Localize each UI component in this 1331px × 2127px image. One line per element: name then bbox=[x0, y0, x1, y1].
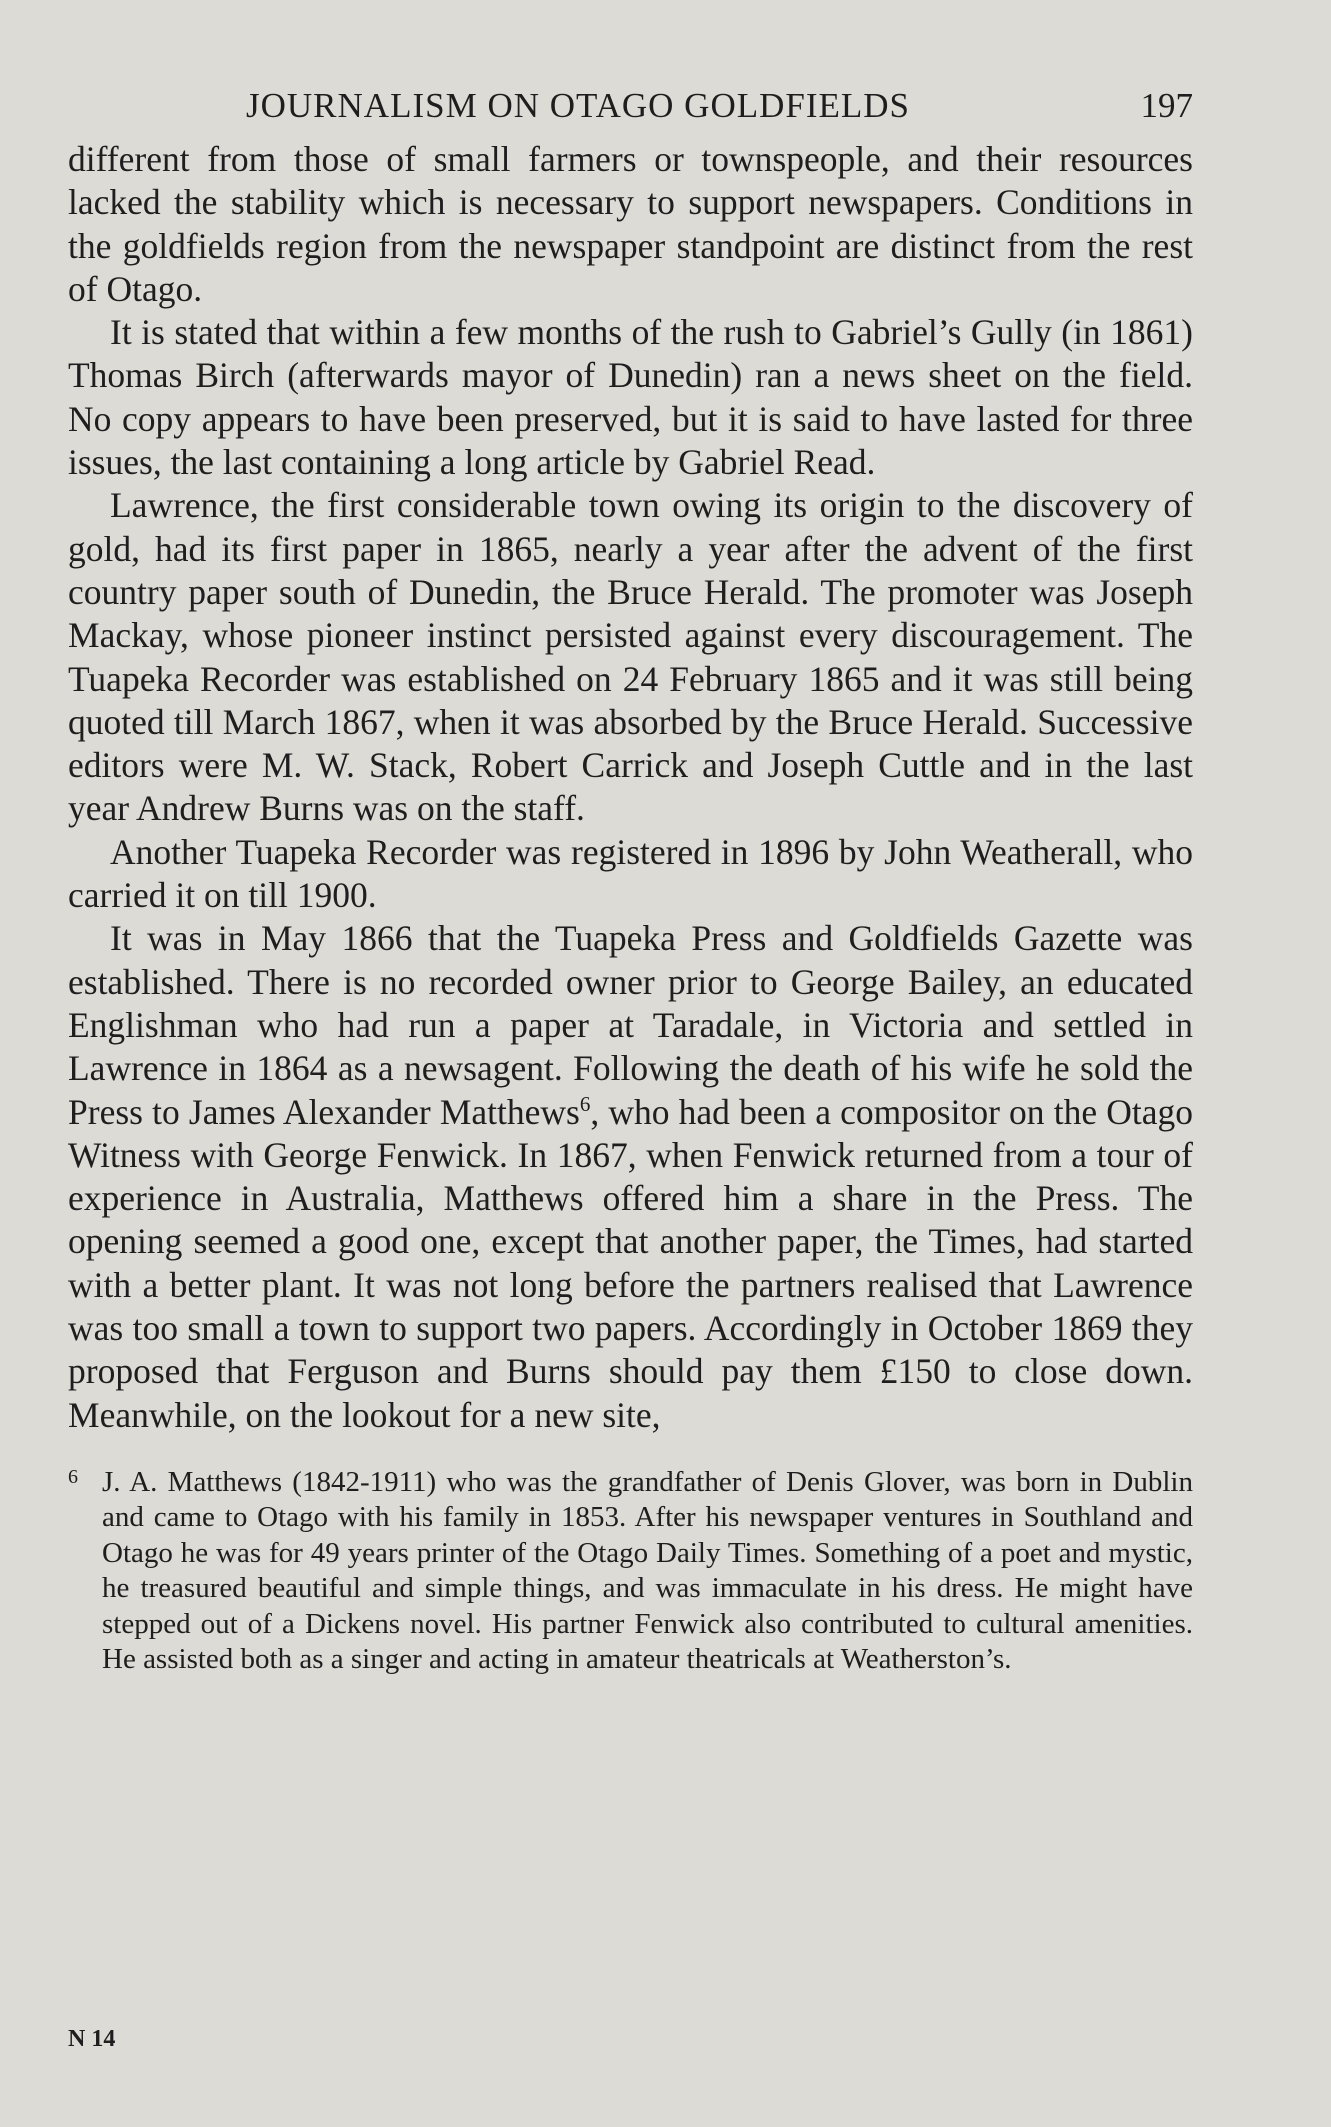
paragraph: It is stated that within a few months of the rush to Gabriel’s Gully (in 1861) Thomas Birch (afterwards mayor of Dunedin) ran a news sheet on the field. No copy appears to have been preserved, but it is said to have lasted for three issues, the last containing a long article by Gabriel Read. bbox=[68, 312, 1193, 483]
paragraph: Another Tuapeka Recorder was registered in 1896 by John Weatherall, who carried it on till 1900. bbox=[68, 831, 1193, 916]
running-head bbox=[68, 82, 1193, 138]
book-page bbox=[68, 82, 1193, 1678]
paragraph-text: It was in May 1866 that the Tuapeka Press and Goldfields Gazette was established. There is no recorded owner prior to George Bailey, an educated Englishman who had run a paper at Taradale, in Victoria and settled in Lawrence in 1864 as a newsagent. Following the death of his wife he sold the Press to James Alexander Matthews bbox=[68, 918, 1193, 1132]
chapter-title: JOURNALISM ON OTAGO GOLDFIELDS bbox=[246, 86, 910, 125]
paragraph: Lawrence, the first considerable town owing its origin to the discovery of gold, had its first paper in 1865, nearly a year after the advent of the first country paper south of Dunedin, the Bruce Herald. The promoter was Joseph Mackay, whose pioneer instinct persisted against every discouragement. The Tuapeka Recorder was established on 24 February 1865 and it was still being quoted till March 1867, when it was absorbed by the Bruce Herald. Successive editors were M. W. Stack, Robert Carrick and Joseph Cuttle and in the last year Andrew Burns was on the staff. bbox=[68, 485, 1193, 829]
paragraph-text: , who had been a compositor on the Otago Witness with George Fenwick. In 1867, when Fenwick returned from a tour of experience in Australia, Matthews offered him a share in the Press. The opening seemed a good one, except that another paper, the Times, had started with a better plant. It was not long before the partners realised that Lawrence was too small a town to support two papers. Accordingly in October 1869 they proposed that Ferguson and Burns should pay them £150 to close down. Meanwhile, on the lookout for a new site, bbox=[68, 1091, 1193, 1435]
page-number: 197 bbox=[1140, 86, 1193, 125]
body-text bbox=[68, 138, 1193, 1437]
footnote-text: J. A. Matthews (1842-1911) who was the grandfather of Denis Glover, was born in Dublin and came to Otago with his family in 1853. After his newspaper ventures in Southland and Otago he was for 49 years printer of the Otago Daily Times. Something of a poet and mystic, he treasured beautiful and simple things, and was immaculate in his dress. He might have stepped out of a Dickens novel. His partner Fenwick also contributed to cultural amenities. He assisted both as a singer and acting in amateur theatricals at Weatherston’s. bbox=[102, 1465, 1193, 1676]
footnote-marker: 6 bbox=[68, 1465, 78, 1488]
paragraph bbox=[68, 917, 1193, 1437]
signature-mark: N 14 bbox=[68, 2026, 116, 2052]
footnote bbox=[68, 1465, 1193, 1678]
footnote-reference: 6 bbox=[579, 1091, 591, 1116]
paragraph: different from those of small farmers or townspeople, and their resources lacked the stability which is necessary to support newspapers. Conditions in the goldfields region from the newspaper standpoint are distinct from the rest of Otago. bbox=[68, 139, 1193, 309]
